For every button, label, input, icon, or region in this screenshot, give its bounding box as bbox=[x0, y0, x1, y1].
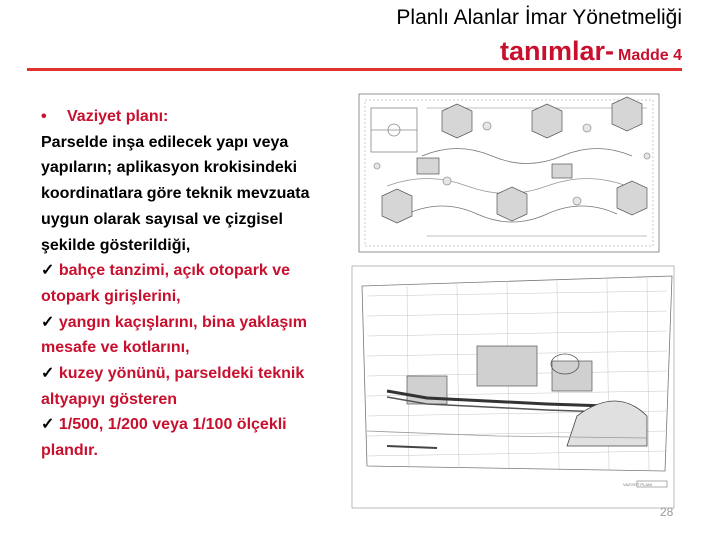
check-item bbox=[41, 258, 341, 284]
check-item bbox=[41, 412, 341, 438]
title-article-text: Madde 4 bbox=[617, 47, 682, 64]
definition-line: koordinatlara göre teknik mevzuata bbox=[41, 185, 310, 203]
check-item-text: 1/500, 1/200 veya 1/100 ölçekli bbox=[58, 416, 287, 434]
title-divider bbox=[27, 68, 682, 71]
site-plan-top bbox=[359, 94, 659, 252]
bullet-icon: • bbox=[41, 108, 47, 125]
definition-text bbox=[41, 104, 341, 464]
title-line-1: Planlı Alanlar İmar Yönetmeliği bbox=[396, 6, 682, 29]
check-item-continued: plandır. bbox=[41, 442, 98, 460]
check-item bbox=[41, 361, 341, 387]
checkmark-icon: ✓ bbox=[41, 365, 55, 383]
definition-line: yapıların; aplikasyon krokisindeki bbox=[41, 159, 298, 177]
definition-line: Parselde inşa edilecek yapı veya bbox=[41, 133, 289, 151]
check-item-continued: mesafe ve kotlarını, bbox=[41, 339, 190, 357]
title-main-text: tanımlar- bbox=[499, 36, 614, 66]
check-item-continued: altyapıyı gösteren bbox=[41, 390, 178, 408]
check-item-text: bahçe tanzimi, açık otopark ve bbox=[58, 262, 291, 280]
check-item bbox=[41, 310, 341, 336]
definition-line: şekilde gösterildiği, bbox=[41, 236, 191, 254]
site-plan-bottom bbox=[352, 266, 674, 508]
checkmark-icon: ✓ bbox=[41, 416, 55, 434]
site-plan-images bbox=[347, 86, 682, 516]
check-item-text: kuzey yönünü, parseldeki teknik bbox=[58, 365, 305, 383]
checkmark-icon: ✓ bbox=[41, 262, 55, 280]
page-number: 28 bbox=[660, 505, 674, 519]
definition-line: uygun olarak sayısal ve çizgisel bbox=[41, 210, 283, 228]
check-item-continued: otopark girişlerini, bbox=[41, 287, 181, 305]
check-item-text: yangın kaçışlarını, bina yaklaşım bbox=[58, 313, 307, 331]
definition-heading-line bbox=[41, 104, 341, 130]
definition-heading: Vaziyet planı: bbox=[67, 108, 169, 125]
slide-title bbox=[500, 36, 682, 67]
checkmark-icon: ✓ bbox=[41, 313, 55, 331]
plan-caption: VAZIYET PLANI bbox=[623, 482, 652, 487]
